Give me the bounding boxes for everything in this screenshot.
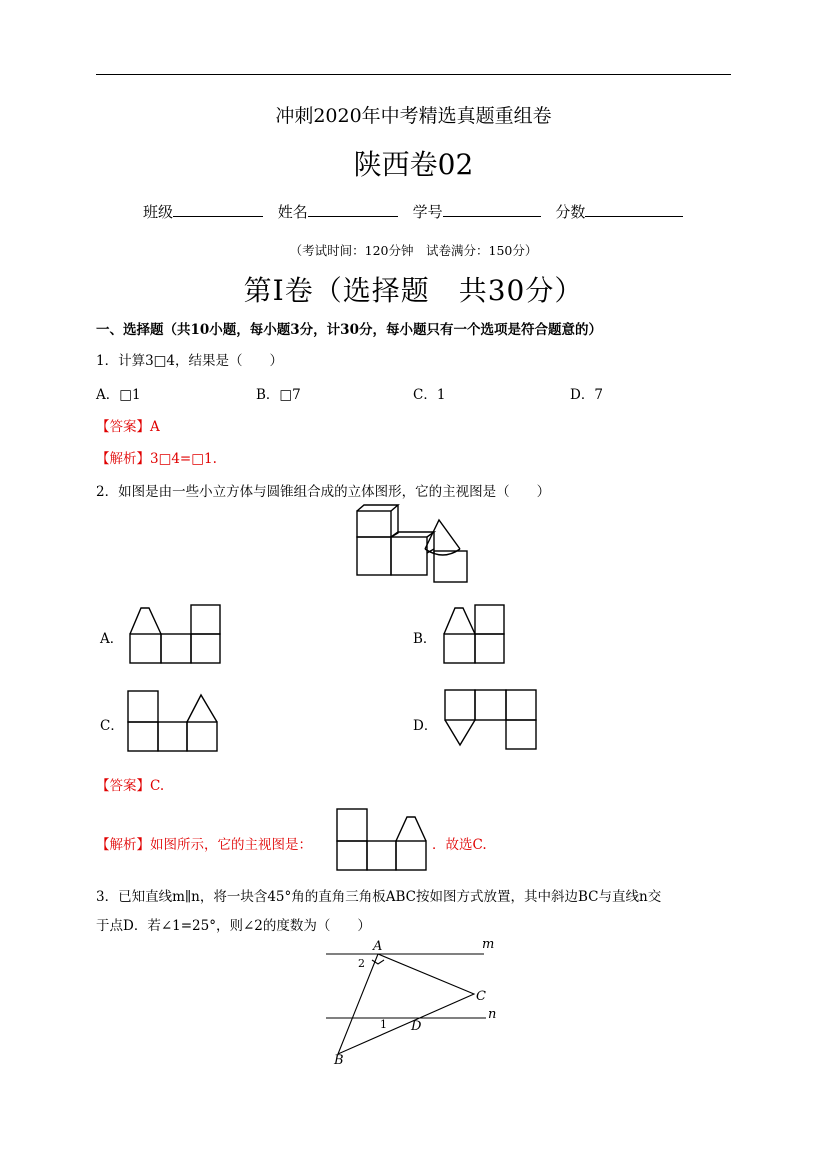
q1-stem: 1．计算3□4，结果是（ ） xyxy=(96,353,284,369)
field-name-blank[interactable] xyxy=(308,202,398,217)
q1-analysis xyxy=(96,447,217,467)
answer-value: C. xyxy=(150,778,165,794)
label-c: C xyxy=(476,989,486,1004)
label-n: n xyxy=(488,1007,497,1022)
q3-stem-line2: 于点D．若∠1=25°，则∠2的度数为（ ） xyxy=(96,918,371,934)
field-class-label: 班级 xyxy=(143,203,174,221)
q2-option-a-figure[interactable] xyxy=(128,603,223,665)
analysis-tag: 【解析】 xyxy=(96,837,150,853)
q2-option-d-figure[interactable] xyxy=(443,688,538,752)
q2-option-a-label[interactable]: A． xyxy=(100,631,124,647)
q3-triangle-figure xyxy=(322,936,512,1066)
q2-option-b-figure[interactable] xyxy=(442,603,507,665)
q2-option-b-label[interactable]: B． xyxy=(413,631,437,647)
student-info-fields xyxy=(143,201,693,222)
header-rule xyxy=(96,74,731,75)
analysis-tag: 【解析】 xyxy=(96,451,150,467)
q2-analysis xyxy=(96,833,312,853)
section-heading: 一、选择题（共10小题，每小题3分，计30分，每小题只有一个选项是符合题意的） xyxy=(96,322,602,338)
q2-answer xyxy=(96,774,164,794)
q1-option-b[interactable]: B．□7 xyxy=(256,387,301,403)
analysis-text: 如图所示，它的主视图是： xyxy=(150,837,312,853)
field-class-blank[interactable] xyxy=(173,202,263,217)
label-a: A xyxy=(373,939,383,954)
field-id-blank[interactable] xyxy=(443,202,541,217)
answer-value: A xyxy=(150,419,160,435)
q2-option-d-label[interactable]: D． xyxy=(413,718,438,734)
q2-option-c-figure[interactable] xyxy=(126,689,221,753)
answer-tag: 【答案】 xyxy=(96,778,150,794)
q2-option-c-label[interactable]: C． xyxy=(100,718,124,734)
exam-subtitle: 陕西卷02 xyxy=(353,148,474,181)
label-m: m xyxy=(482,937,495,952)
field-id-label: 学号 xyxy=(412,203,443,221)
exam-info: （考试时间：120分钟 试卷满分：150分） xyxy=(289,243,538,258)
label-angle-2: 2 xyxy=(358,957,365,970)
field-score-blank[interactable] xyxy=(585,202,683,217)
q1-option-a[interactable]: A．□1 xyxy=(96,387,141,403)
label-b: B xyxy=(334,1053,344,1068)
q2-solid-figure xyxy=(355,503,470,583)
q2-stem: 2．如图是由一些小立方体与圆锥组合成的立体图形，它的主视图是（ ） xyxy=(96,484,551,500)
analysis-text: 3□4=□1. xyxy=(150,451,217,467)
q2-analysis-figure xyxy=(335,807,430,873)
q1-answer xyxy=(96,415,160,435)
label-angle-1: 1 xyxy=(380,1018,387,1031)
q1-option-c[interactable]: C．1 xyxy=(413,387,446,403)
q3-stem-line1: 3．已知直线m∥n，将一块含45°角的直角三角板ABC按如图方式放置，其中斜边BC与直线n交 xyxy=(96,889,662,905)
q2-analysis-conclusion: ．故选C. xyxy=(432,837,487,853)
exam-title: 冲刺2020年中考精选真题重组卷 xyxy=(275,105,552,127)
field-score-label: 分数 xyxy=(555,203,586,221)
q1-option-d[interactable]: D．7 xyxy=(570,387,603,403)
label-d: D xyxy=(411,1019,422,1034)
part-title: 第Ⅰ卷（选择题 共30分） xyxy=(243,274,584,307)
answer-tag: 【答案】 xyxy=(96,419,150,435)
field-name-label: 姓名 xyxy=(277,203,308,221)
